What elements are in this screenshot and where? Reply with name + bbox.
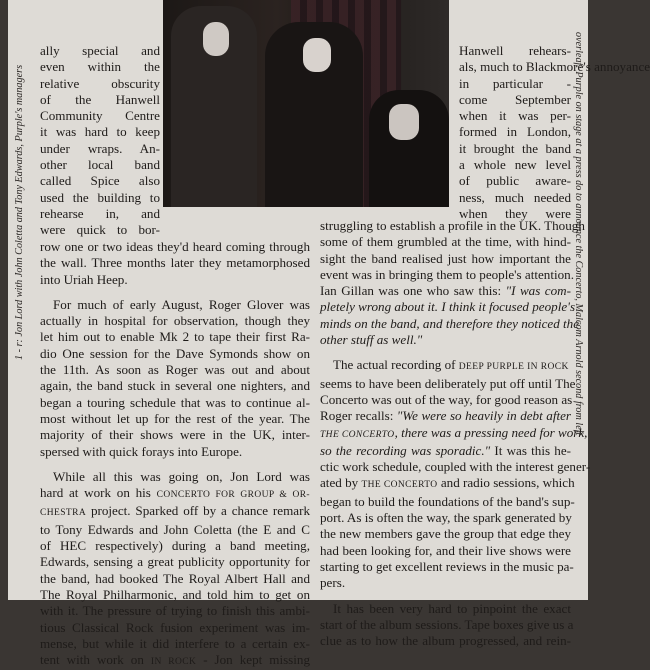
quote-line: minds on the band, and therefore they noticed the xyxy=(320,315,580,331)
text-line: While all this was going on, Jon Lord was xyxy=(53,468,310,484)
album-title: IN ROCK xyxy=(150,657,197,668)
text: hard at work on his xyxy=(40,485,157,501)
concerto-title: CHESTRA xyxy=(40,508,87,519)
text-line: to Tony Edwards and John Coletta (the E and C xyxy=(40,521,310,537)
text-line: sight the band realised just how important the xyxy=(320,250,571,266)
text-line xyxy=(40,485,310,503)
right-side-caption: overleaf: Purple on stage at a press do to announce the Concerto, Malcom Arnold second from left xyxy=(573,32,584,436)
text-line: of the Hanwell xyxy=(40,91,160,107)
text-line: the band, had booked The Royal Albert Hall and xyxy=(40,570,310,586)
face xyxy=(389,104,419,140)
text-line: seems to have been deliberately put off until The xyxy=(320,375,576,391)
text-line: event was in bringing them to people's attention. xyxy=(320,266,574,282)
text-line: actually in hospital for observation, though they xyxy=(40,313,310,329)
text-line: had been looking for, and their live shows were xyxy=(320,542,571,558)
text-line: als, much to Blackmore's annoyance xyxy=(459,59,650,75)
concerto-title: THE CONCERTO xyxy=(361,480,438,491)
text: Ian Gillan was one who saw this: xyxy=(320,283,506,299)
text: project. Sparked off by a chance remark xyxy=(86,503,310,519)
text-line: under wraps. An- xyxy=(40,140,160,156)
text-line: called Spice also xyxy=(40,173,160,189)
text-line: were quick to bor- xyxy=(40,222,160,238)
face xyxy=(303,38,331,72)
text-line: port. As is often the way, the spark generated by xyxy=(320,510,572,526)
text-line: it brought the band xyxy=(459,140,571,156)
left-column-body xyxy=(40,239,310,670)
text-line: start of the album sessions. Tape boxes give us a xyxy=(320,616,574,632)
text-line: For much of early August, Roger Glover was xyxy=(53,296,310,312)
album-title: DEEP PURPLE IN ROCK xyxy=(458,362,569,373)
text-line: other local band xyxy=(40,157,160,173)
text-line: of public aware- xyxy=(459,173,571,189)
text-line: even within the xyxy=(40,59,160,75)
text-line: ctic work schedule, coupled with the interest gener- xyxy=(320,459,591,475)
text-line: the wall. Three months later they metamorphosed xyxy=(40,255,310,271)
face xyxy=(203,22,229,56)
concerto-title: THE CONCERTO xyxy=(320,429,395,440)
text-line: ally special and xyxy=(40,43,160,58)
text-line xyxy=(320,443,571,459)
text-line: The Royal Philharmonic, and told him to get on xyxy=(40,586,310,602)
text-line: of HEC respectively) during a band meeting, xyxy=(40,538,310,554)
text-line: began to build the foundations of the band's sup- xyxy=(320,493,575,509)
text-line: a whole new level xyxy=(459,157,571,173)
quote: so the recording was sporadic." xyxy=(320,442,491,458)
text-line: It has been very hard to pinpoint the exact xyxy=(333,600,571,616)
text-line: Edwards, sensing a great publicity opportunity for xyxy=(40,554,310,570)
quote: "I was com- xyxy=(505,283,571,299)
quote: "We were so heavily in debt after xyxy=(396,408,571,424)
text-line: the 11th. As soon as Roger was out and about xyxy=(40,362,310,378)
text-line: some of them grumbled at the time, with hind- xyxy=(320,234,571,250)
concerto-title: CONCERTO FOR GROUP & OR- xyxy=(156,490,310,501)
text: Roger recalls: xyxy=(320,408,397,424)
text-line xyxy=(320,475,575,493)
text-line: spersed with quick forays into Europe. xyxy=(40,443,243,459)
text-line: most without let up for the rest of the year. The xyxy=(40,410,310,426)
text-line: Concerto was out of the way, for good reason as xyxy=(320,391,573,407)
text-line: Hanwell rehears- xyxy=(459,43,571,58)
text-line: relative obscurity xyxy=(40,75,160,91)
text: It was this he- xyxy=(490,442,571,458)
text-line: with it. The pressure of trying to finish this ambi- xyxy=(40,603,310,619)
text-line: again, the band stuck in several one nighters, and xyxy=(40,378,310,394)
text-line: ness, much needed xyxy=(459,189,571,205)
quote-line: other stuff as well." xyxy=(320,332,423,348)
text: ated by xyxy=(320,475,362,491)
right-column-top xyxy=(459,43,650,222)
text-line: clue as to how the album progressed, and rein- xyxy=(320,633,571,649)
text-line: it was hard to keep xyxy=(40,124,160,140)
left-column-top xyxy=(40,43,160,239)
text-line: row one or two ideas they'd heard coming through xyxy=(40,239,310,254)
text-line: pers. xyxy=(320,575,346,591)
text-line: when it was per- xyxy=(459,108,571,124)
text-line: majority of their shows were in the UK, inter- xyxy=(40,427,310,443)
text-line: formed in London, xyxy=(459,124,571,140)
text-line: tious Classical Rock fusion experiment was im- xyxy=(40,619,310,635)
text-line: starting to get excellent reviews in the music pa- xyxy=(320,558,574,574)
text-line: the new members gave the group that edge they xyxy=(320,526,571,542)
text-line: struggling to establish a profile in the UK. Though xyxy=(320,218,585,233)
text-line: dio One session for the Dave Symonds show on xyxy=(40,345,310,361)
text-line: when they were xyxy=(459,205,571,221)
text-line xyxy=(320,357,571,375)
text-line: used the building to xyxy=(40,189,160,205)
quote-line xyxy=(320,424,588,443)
text-line xyxy=(40,503,310,521)
text-line: Community Centre xyxy=(40,108,160,124)
text-line: in particular - xyxy=(459,75,571,91)
text: tent with work on xyxy=(40,652,151,668)
text: and radio sessions, which xyxy=(437,475,575,491)
text: The actual recording of xyxy=(333,357,459,373)
text: - Jon kept missing xyxy=(196,652,311,668)
book-page xyxy=(8,0,650,668)
quote-line: pletely wrong about it. I think it focused people's xyxy=(320,299,576,315)
left-side-caption: 1 - r: Jon Lord with John Coletta and Tony Edwards, Purple's managers xyxy=(14,64,25,360)
text-line: let him out to enable Mk 2 to tape their first Ra- xyxy=(40,329,310,345)
text-line: began a touring schedule that was to continue al- xyxy=(40,394,310,410)
text-line xyxy=(320,408,571,424)
text-line: rehearse in, and xyxy=(40,205,160,221)
text-line: mense, but while it did interfere to a certain ex- xyxy=(40,635,310,651)
text-line xyxy=(40,652,310,670)
text-line xyxy=(320,283,571,299)
quote: , there was a pressing need for work, xyxy=(394,424,588,440)
band-photo xyxy=(163,0,449,207)
text-line: into Uriah Heep. xyxy=(40,271,128,287)
text-line: come September xyxy=(459,91,571,107)
